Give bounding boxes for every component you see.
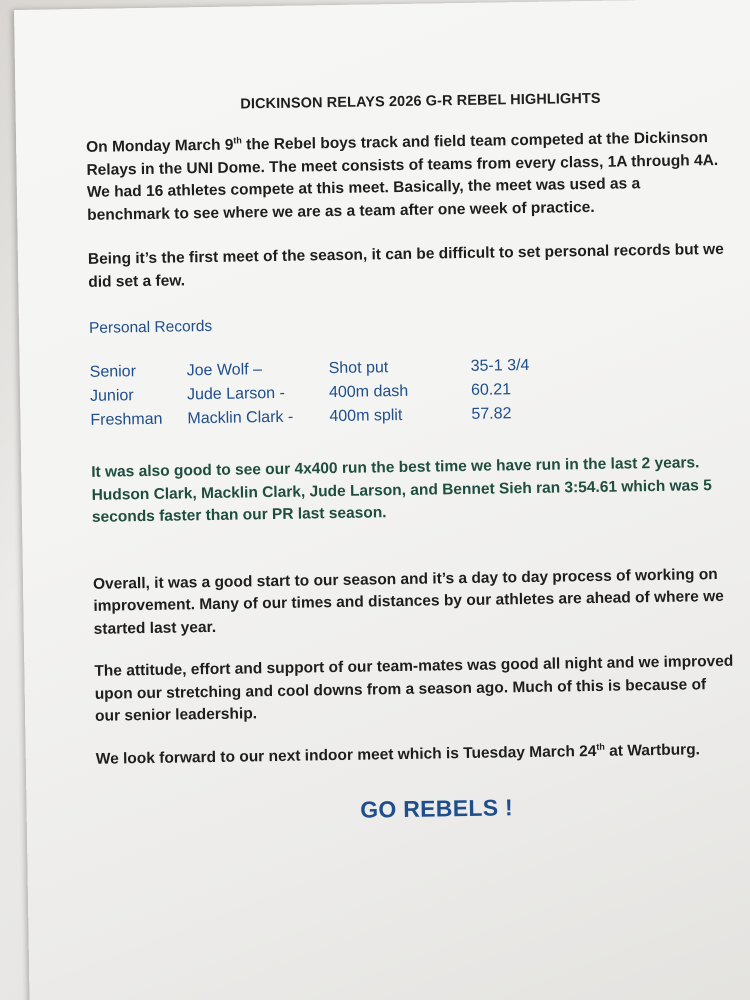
record-mark: 57.82 <box>471 405 512 423</box>
paper-sheet <box>14 0 750 1000</box>
personal-records-heading: Personal Records <box>88 317 213 337</box>
first-meet-paragraph: Being it’s the first meet of the season, it can be difficult to set personal records but we did set a few. <box>87 240 724 291</box>
record-year: Junior <box>89 387 134 405</box>
next-meet-paragraph: We look forward to our next indoor meet which is Tuesday March 24th at Wartburg. <box>95 740 701 768</box>
record-event: 400m dash <box>328 382 409 402</box>
record-mark: 35-1 3/4 <box>470 356 530 375</box>
go-rebels-closing: GO REBELS ! <box>359 794 514 823</box>
attitude-paragraph: The attitude, effort and support of our team-mates was good all night and we improved upon our stretching and cool downs from a season ago. Much of this is because of our senior leadership. <box>94 652 734 725</box>
record-year: Freshman <box>90 410 163 429</box>
record-event: Shot put <box>328 359 389 378</box>
record-name: Macklin Clark - <box>187 408 294 428</box>
document-title: DICKINSON RELAYS 2026 G-R REBEL HIGHLIGHTS <box>240 90 601 113</box>
personal-records-table <box>90 356 592 436</box>
record-event: 400m split <box>329 406 403 426</box>
relay-paragraph: It was also good to see our 4x400 run the best time we have run in the last 2 years. Hudson Clark, Macklin Clark, Jude Larson, and Bennet Sieh ran 3:54.61 which was 5 seconds faster than our PR last season. <box>91 454 712 526</box>
overall-paragraph: Overall, it was a good start to our season and it’s a day to day process of working on improvement. Many of our times and distances by our athletes are ahead of where we started last year. <box>92 565 724 638</box>
intro-paragraph: On Monday March 9th the Rebel boys track and field team competed at the Dickinson Relays in the UNI Dome. The meet consists of teams from every class, 1A through 4A. We had 16 athletes compete at this meet. Basically, the meet was used as a benchmark to see where we are as a team after one week of practice. <box>86 129 719 224</box>
record-year: Senior <box>89 363 137 381</box>
document-content <box>85 89 736 828</box>
record-name: Joe Wolf – <box>186 361 263 380</box>
record-mark: 60.21 <box>470 381 512 399</box>
record-name: Jude Larson - <box>186 384 286 404</box>
